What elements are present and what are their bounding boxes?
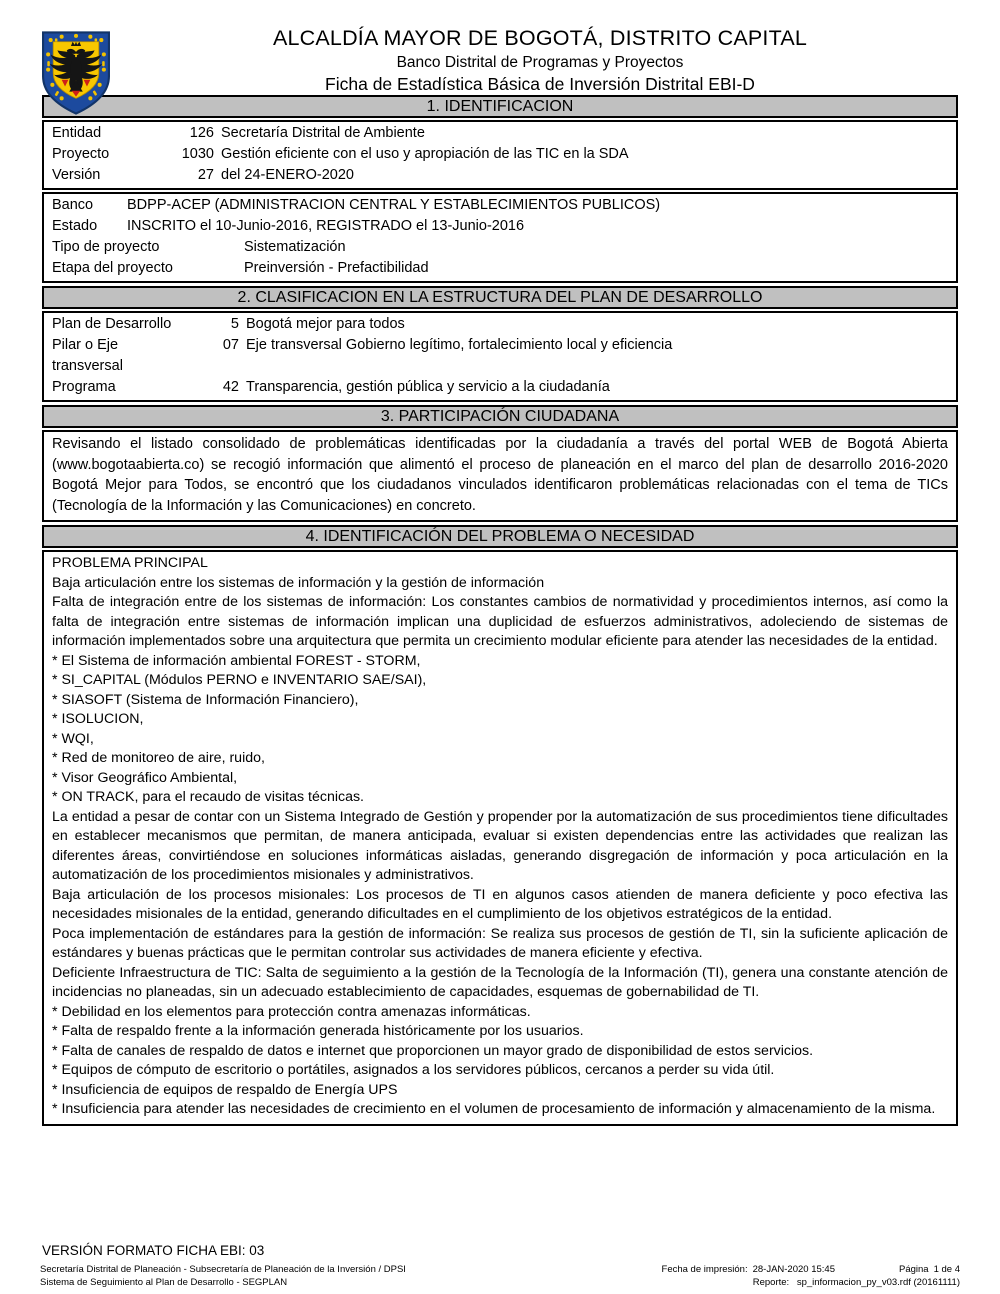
problem-paragraph: Deficiente Infraestructura de TIC: Salta de seguimiento a la gestión de la Tecnología de la Información (TI), genera una constante atención de incidencias no planeadas, sin un adecuado establecimiento de capacidades, esquemas de gobernabilidad de TI. xyxy=(52,964,948,1001)
row-programa xyxy=(44,377,956,398)
programa-code: 42 xyxy=(222,379,239,395)
row-banco xyxy=(44,195,956,216)
bogota-coat-of-arms-icon xyxy=(38,27,114,119)
report-value: sp_informacion_py_v03.rdf (20161111) xyxy=(796,1277,960,1288)
problem-bullet: * Falta de canales de respaldo de datos e internet que proporcionen un mayor grado de disponibilidad de estos servicios. xyxy=(52,1042,814,1059)
problem-bullet: * Falta de respaldo frente a la información generada históricamente por los usuarios. xyxy=(52,1023,584,1040)
footer-system-line: Sistema de Seguimiento al Plan de Desarrollo - SEGPLAN xyxy=(40,1277,288,1288)
pilar-eje-value: Eje transversal Gobierno legítimo, fortalecimiento local y eficiencia xyxy=(246,337,673,353)
tipo-proyecto-value: Sistematización xyxy=(244,239,346,255)
proyecto-value: Gestión eficiente con el uso y apropiación de las TIC en la SDA xyxy=(221,146,629,162)
programa-value: Transparencia, gestión pública y servicio a la ciudadanía xyxy=(246,379,610,395)
plan-desarrollo-label: Plan de Desarrollo xyxy=(52,316,172,332)
etapa-proyecto-label: Etapa del proyecto xyxy=(52,260,173,276)
proyecto-code: 1030 xyxy=(181,146,214,162)
tipo-proyecto-label: Tipo de proyecto xyxy=(52,239,160,255)
participation-box xyxy=(42,430,958,522)
version-value: del 24-ENERO-2020 xyxy=(221,167,354,183)
footer-left xyxy=(40,1263,406,1289)
report-label: Reporte: xyxy=(752,1277,790,1288)
problem-bullet: * ISOLUCION, xyxy=(52,711,144,728)
section-header-identificacion: 1. IDENTIFICACION xyxy=(42,95,958,118)
estado-value: INSCRITO el 10-Junio-2016, REGISTRADO el 13-Junio-2016 xyxy=(127,218,525,234)
document-title: ALCALDÍA MAYOR DE BOGOTÁ, DISTRITO CAPITAL xyxy=(272,26,808,50)
problem-paragraph: Falta de integración entre de los sistemas de información: Los constantes cambios de normatividad y procedimientos internos, así como la falta de integración entre sistemas de información implican una duplicidad de esfuerzos administrativos, adoleciendo de sistemas de información implementados sobre una arquitectura que permita un crecimiento modular eficiente para atender las necesidades de la entidad. xyxy=(52,594,948,650)
footer-report-row xyxy=(662,1276,960,1289)
entidad-value: Secretaría Distrital de Ambiente xyxy=(221,125,425,141)
problem-bullet: * Insuficiencia de equipos de respaldo de Energía UPS xyxy=(52,1081,398,1098)
row-plan-desarrollo xyxy=(44,314,956,335)
programa-label: Programa xyxy=(52,379,116,395)
problem-bullet: * Debilidad en los elementos para protección contra amenazas informáticas. xyxy=(52,1003,531,1020)
banco-value: BDPP-ACEP (ADMINISTRACION CENTRAL Y ESTABLECIMIENTOS PUBLICOS) xyxy=(127,197,661,213)
row-tipo-proyecto xyxy=(44,237,956,258)
footer-print-row xyxy=(662,1263,960,1276)
banco-label: Banco xyxy=(52,197,94,213)
document-header xyxy=(0,0,1000,92)
problem-box xyxy=(42,550,958,1126)
sections-container xyxy=(42,95,958,1126)
problem-bullet: * El Sistema de información ambiental FOREST - STORM, xyxy=(52,652,421,669)
problem-bullet: * Visor Geográfico Ambiental, xyxy=(52,769,238,786)
problem-line: Baja articulación entre los sistemas de información y la gestión de información xyxy=(52,574,545,591)
entidad-label: Entidad xyxy=(52,125,102,141)
problem-paragraph: * Insuficiencia para atender las necesidades de crecimiento en el volumen de procesamiento de información y almacenamiento de la misma. xyxy=(52,1101,936,1118)
problem-paragraph: Baja articulación de los procesos misionales: Los procesos de TI en algunos casos atienden de manera deficiente y poco efectiva las necesidades misionales de la entidad, generando dificultades en el cumplimiento de los objetivos estratégicos de la entidad. xyxy=(52,886,948,923)
problem-bullet: * SIASOFT (Sistema de Información Financiero), xyxy=(52,691,359,708)
row-etapa-proyecto xyxy=(44,258,956,279)
problem-paragraph: Poca implementación de estándares para la gestión de información: Se realiza sus procesos de gestión de TI, sin la suficiente aplicación de estándares y buenas prácticas que le permitan controlar sus actividades de manera eficiente y efectiva. xyxy=(52,925,948,962)
problem-bullet: * SI_CAPITAL (Módulos PERNO e INVENTARIO SAE/SAI), xyxy=(52,672,427,689)
document-subtitle-bank: Banco Distrital de Programas y Proyectos xyxy=(396,54,684,71)
footer xyxy=(40,1263,960,1289)
page-number: 1 de 4 xyxy=(933,1264,960,1275)
section-header-problema: 4. IDENTIFICACIÓN DEL PROBLEMA O NECESIDAD xyxy=(42,525,958,548)
footer-right xyxy=(662,1263,960,1289)
entidad-code: 126 xyxy=(189,125,214,141)
identification-detail-box xyxy=(42,192,958,283)
footer-entity-line: Secretaría Distrital de Planeación - Subsecretaría de Planeación de la Inversión / DPSI xyxy=(40,1264,406,1275)
problem-bullet: * WQI, xyxy=(52,730,94,747)
identification-main-box xyxy=(42,120,958,190)
section-header-clasificacion: 2. CLASIFICACION EN LA ESTRUCTURA DEL PLAN DE DESARROLLO xyxy=(42,286,958,309)
plan-desarrollo-code: 5 xyxy=(230,316,239,332)
print-date-label: Fecha de impresión: xyxy=(661,1264,748,1275)
version-label: Versión xyxy=(52,167,101,183)
row-pilar-eje xyxy=(44,335,956,377)
document-subtitle-ficha: Ficha de Estadística Básica de Inversión Distrital EBI-D xyxy=(325,74,755,94)
problem-bullet: * ON TRACK, para el recaudo de visitas técnicas. xyxy=(52,789,365,806)
version-number: 27 xyxy=(197,167,214,183)
pilar-eje-label: Pilar o Eje transversal xyxy=(52,337,123,374)
document-titles xyxy=(80,26,1000,95)
problem-paragraph: La entidad a pesar de contar con un Sistema Integrado de Gestión y propender por la automatización de sus procedimientos tiene dificultades en establecer mecanismos que permitan, de manera anticipada, evaluar si existen dependencias entre las actividades que realizan las diferentes áreas, convirtiéndose en soluciones informáticas aisladas, generando disgregación de información y poca articulación en la automatización de los procedimientos misionales y administrativos. xyxy=(52,808,948,884)
pilar-eje-code: 07 xyxy=(222,337,239,353)
section-header-participacion: 3. PARTICIPACIÓN CIUDADANA xyxy=(42,405,958,428)
row-entidad xyxy=(44,123,956,144)
row-version xyxy=(44,165,956,186)
footer-format-version: VERSIÓN FORMATO FICHA EBI: 03 xyxy=(42,1243,265,1258)
estado-label: Estado xyxy=(52,218,98,234)
participation-text: Revisando el listado consolidado de problemáticas identificadas por la ciudadanía a través del portal WEB de Bogotá Abierta (www.bogotaabierta.co) se recogió información que alimentó el proceso de planeación en el marco del plan de desarrollo 2016-2020 Bogotá Mejor para Todos, se encontró que los ciudadanos vinculados identificaron problemáticas relacionadas con el tema de TICs (Tecnología de la Información y las Comunicaciones) en concreto. xyxy=(52,436,948,514)
classification-box xyxy=(42,311,958,402)
problem-bullet: * Equipos de cómputo de escritorio o portátiles, asignados a los servidores públicos, cercanos a perder su vida útil. xyxy=(52,1062,775,1079)
print-date-value: 28-JAN-2020 15:45 xyxy=(752,1264,835,1275)
plan-desarrollo-value: Bogotá mejor para todos xyxy=(246,316,405,332)
row-proyecto xyxy=(44,144,956,165)
page-label: Página xyxy=(898,1264,929,1275)
proyecto-label: Proyecto xyxy=(52,146,110,162)
etapa-proyecto-value: Preinversión - Prefactibilidad xyxy=(244,260,429,276)
row-estado xyxy=(44,216,956,237)
problem-bullet: * Red de monitoreo de aire, ruido, xyxy=(52,750,265,767)
problem-heading: PROBLEMA PRINCIPAL xyxy=(52,555,208,572)
